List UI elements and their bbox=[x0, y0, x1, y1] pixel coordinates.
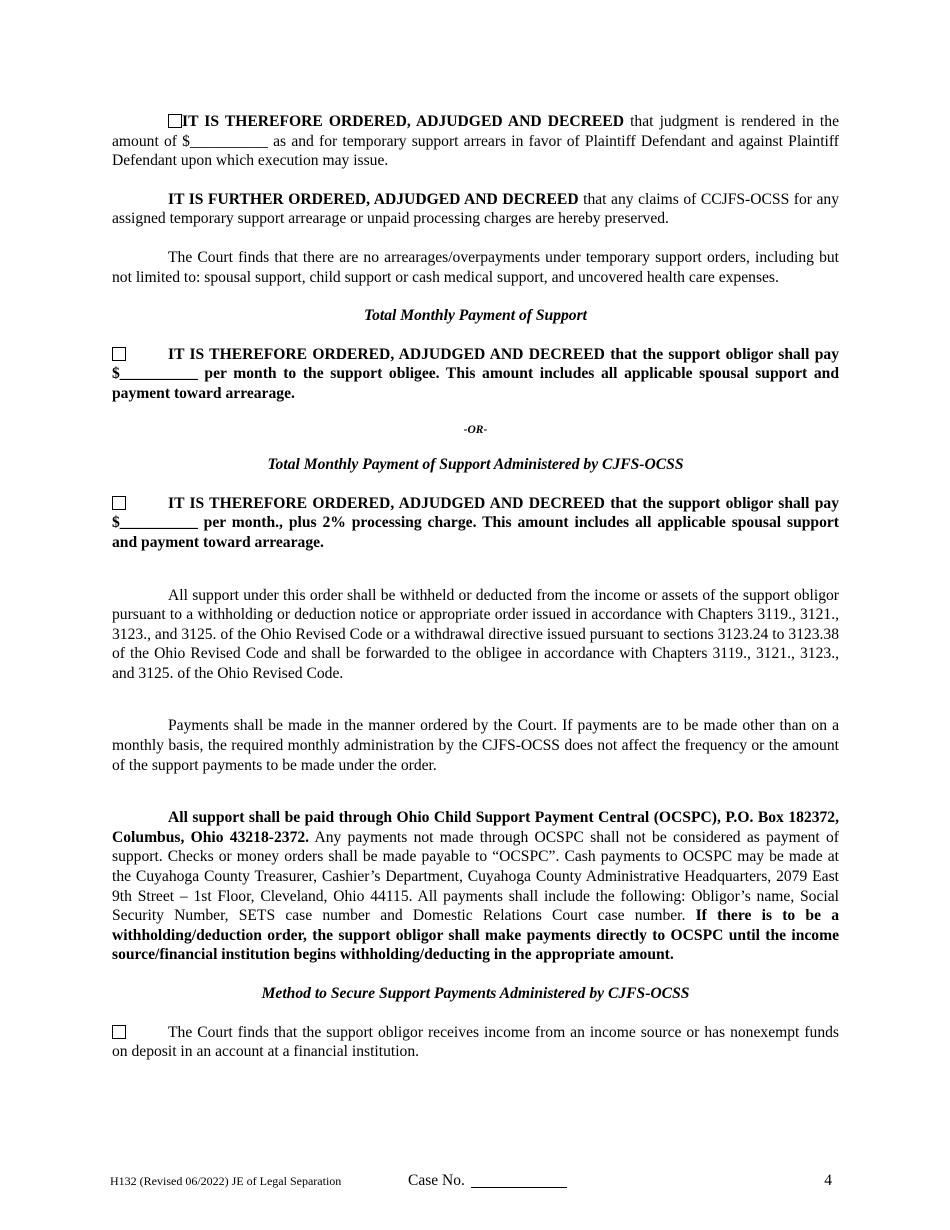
ocspc-address-bold: All support shall be paid through Ohio Child Support Payment Central (OCSPC), P.O. Box 182372, Columbus, Ohio 43218-2372. bbox=[112, 809, 839, 846]
ocspc-withholding-bold: If there is to be a withholding/deduction order, the support obligor shall make payments directly to OCSPC until the income source/financial institution begins withholding/deducting in the appropriate amount. bbox=[112, 907, 839, 964]
or-separator: -OR- bbox=[463, 423, 488, 436]
administered-payment-paragraph bbox=[112, 494, 839, 553]
arrears-judgment-paragraph bbox=[112, 112, 839, 171]
payment-manner-paragraph: Payments shall be made in the manner ordered by the Court. If payments are to be made other than on a monthly basis, the required monthly administration by the CJFS-OCSS does not affect the frequency or the amount of the support payments to be made under the order. bbox=[112, 717, 839, 774]
claims-preserved-bold: IT IS FURTHER ORDERED, ADJUDGED AND DECREED bbox=[168, 190, 579, 208]
claims-preserved-paragraph bbox=[112, 190, 839, 229]
case-number-label: Case No. bbox=[408, 1172, 465, 1189]
no-arrearages-paragraph: The Court finds that there are no arrearages/overpayments under temporary support orders, including but not limited to: spousal support, child support or cash medical support, and uncovered health care expenses. bbox=[112, 248, 839, 286]
income-source-checkbox[interactable] bbox=[112, 1025, 126, 1039]
income-source-text: The Court finds that the support obligor receives income from an income source or has nonexempt funds on deposit in an account at a financial institution. bbox=[112, 1023, 839, 1061]
monthly-payment-paragraph bbox=[112, 345, 839, 404]
administered-payment-checkbox[interactable] bbox=[112, 496, 126, 510]
arrears-judgment-text: that judgment is rendered in the amount of $__________ as and for temporary support arrears in favor of Plaintiff Defendant and against Plaintiff Defendant upon which execution may issue. bbox=[112, 113, 839, 170]
arrears-judgment-bold: IT IS THEREFORE ORDERED, ADJUDGED AND DECREED bbox=[182, 113, 624, 130]
claims-preserved-text: that any claims of CCJFS-OCSS for any assigned temporary support arrearage or unpaid processing charges are hereby preserved. bbox=[112, 190, 839, 228]
withholding-paragraph: All support under this order shall be withheld or deducted from the income or assets of the support obligor pursuant to a withholding or deduction notice or appropriate order issued in accordance with Chapters 3119., 3121., 3123., and 3125. of the Ohio Revised Code or a withdrawal directive issued pursuant to sections 3123.24 to 3123.38 of the Ohio Revised Code and shall be forwarded to the obligee in accordance with Chapters 3119., 3121., 3123., and 3125. of the Ohio Revised Code. bbox=[112, 586, 839, 682]
page-number: 4 bbox=[824, 1172, 832, 1189]
ocspc-paragraph bbox=[112, 808, 839, 965]
method-to-secure-heading: Method to Secure Support Payments Administered by CJFS-OCSS bbox=[261, 985, 690, 1002]
total-monthly-heading: Total Monthly Payment of Support bbox=[364, 307, 587, 325]
page-footer bbox=[110, 1172, 840, 1192]
ocspc-instructions-text: Any payments not made through OCSPC shall not be considered as payment of support. Checks or money orders shall be made payable to “OCSPC”. Cash payments to OCSPC may be made at the Cuyahoga County Treasurer, Cashier’s Department, Cuyahoga County Administrative Headquarters, 2079 East 9th Street – 1st Floor, Cleveland, Ohio 44115. All payments shall include the following: Obligor’s name, Social Security Number, SETS case number and Domestic Relations Court case number. bbox=[112, 828, 839, 925]
monthly-payment-checkbox[interactable] bbox=[112, 347, 126, 361]
arrears-judgment-checkbox[interactable] bbox=[168, 114, 182, 128]
case-number-field bbox=[408, 1172, 567, 1190]
administered-payment-text: IT IS THEREFORE ORDERED, ADJUDGED AND DECREED that the support obligor shall pay $__________ per month., plus 2% processing charge. This amount includes all applicable spousal support and payment toward arrearage. bbox=[112, 494, 839, 551]
income-source-paragraph bbox=[112, 1023, 839, 1062]
case-number-blank[interactable] bbox=[471, 1173, 567, 1188]
form-id-label: H132 (Revised 06/2022) JE of Legal Separation bbox=[110, 1174, 342, 1188]
administered-payment-heading: Total Monthly Payment of Support Administered by CJFS-OCSS bbox=[267, 456, 684, 474]
monthly-payment-text: IT IS THEREFORE ORDERED, ADJUDGED AND DECREED that the support obligor shall pay $__________ per month to the support obligee. This amount includes all applicable spousal support and payment toward arrearage. bbox=[112, 345, 839, 402]
document-page bbox=[112, 112, 839, 1062]
